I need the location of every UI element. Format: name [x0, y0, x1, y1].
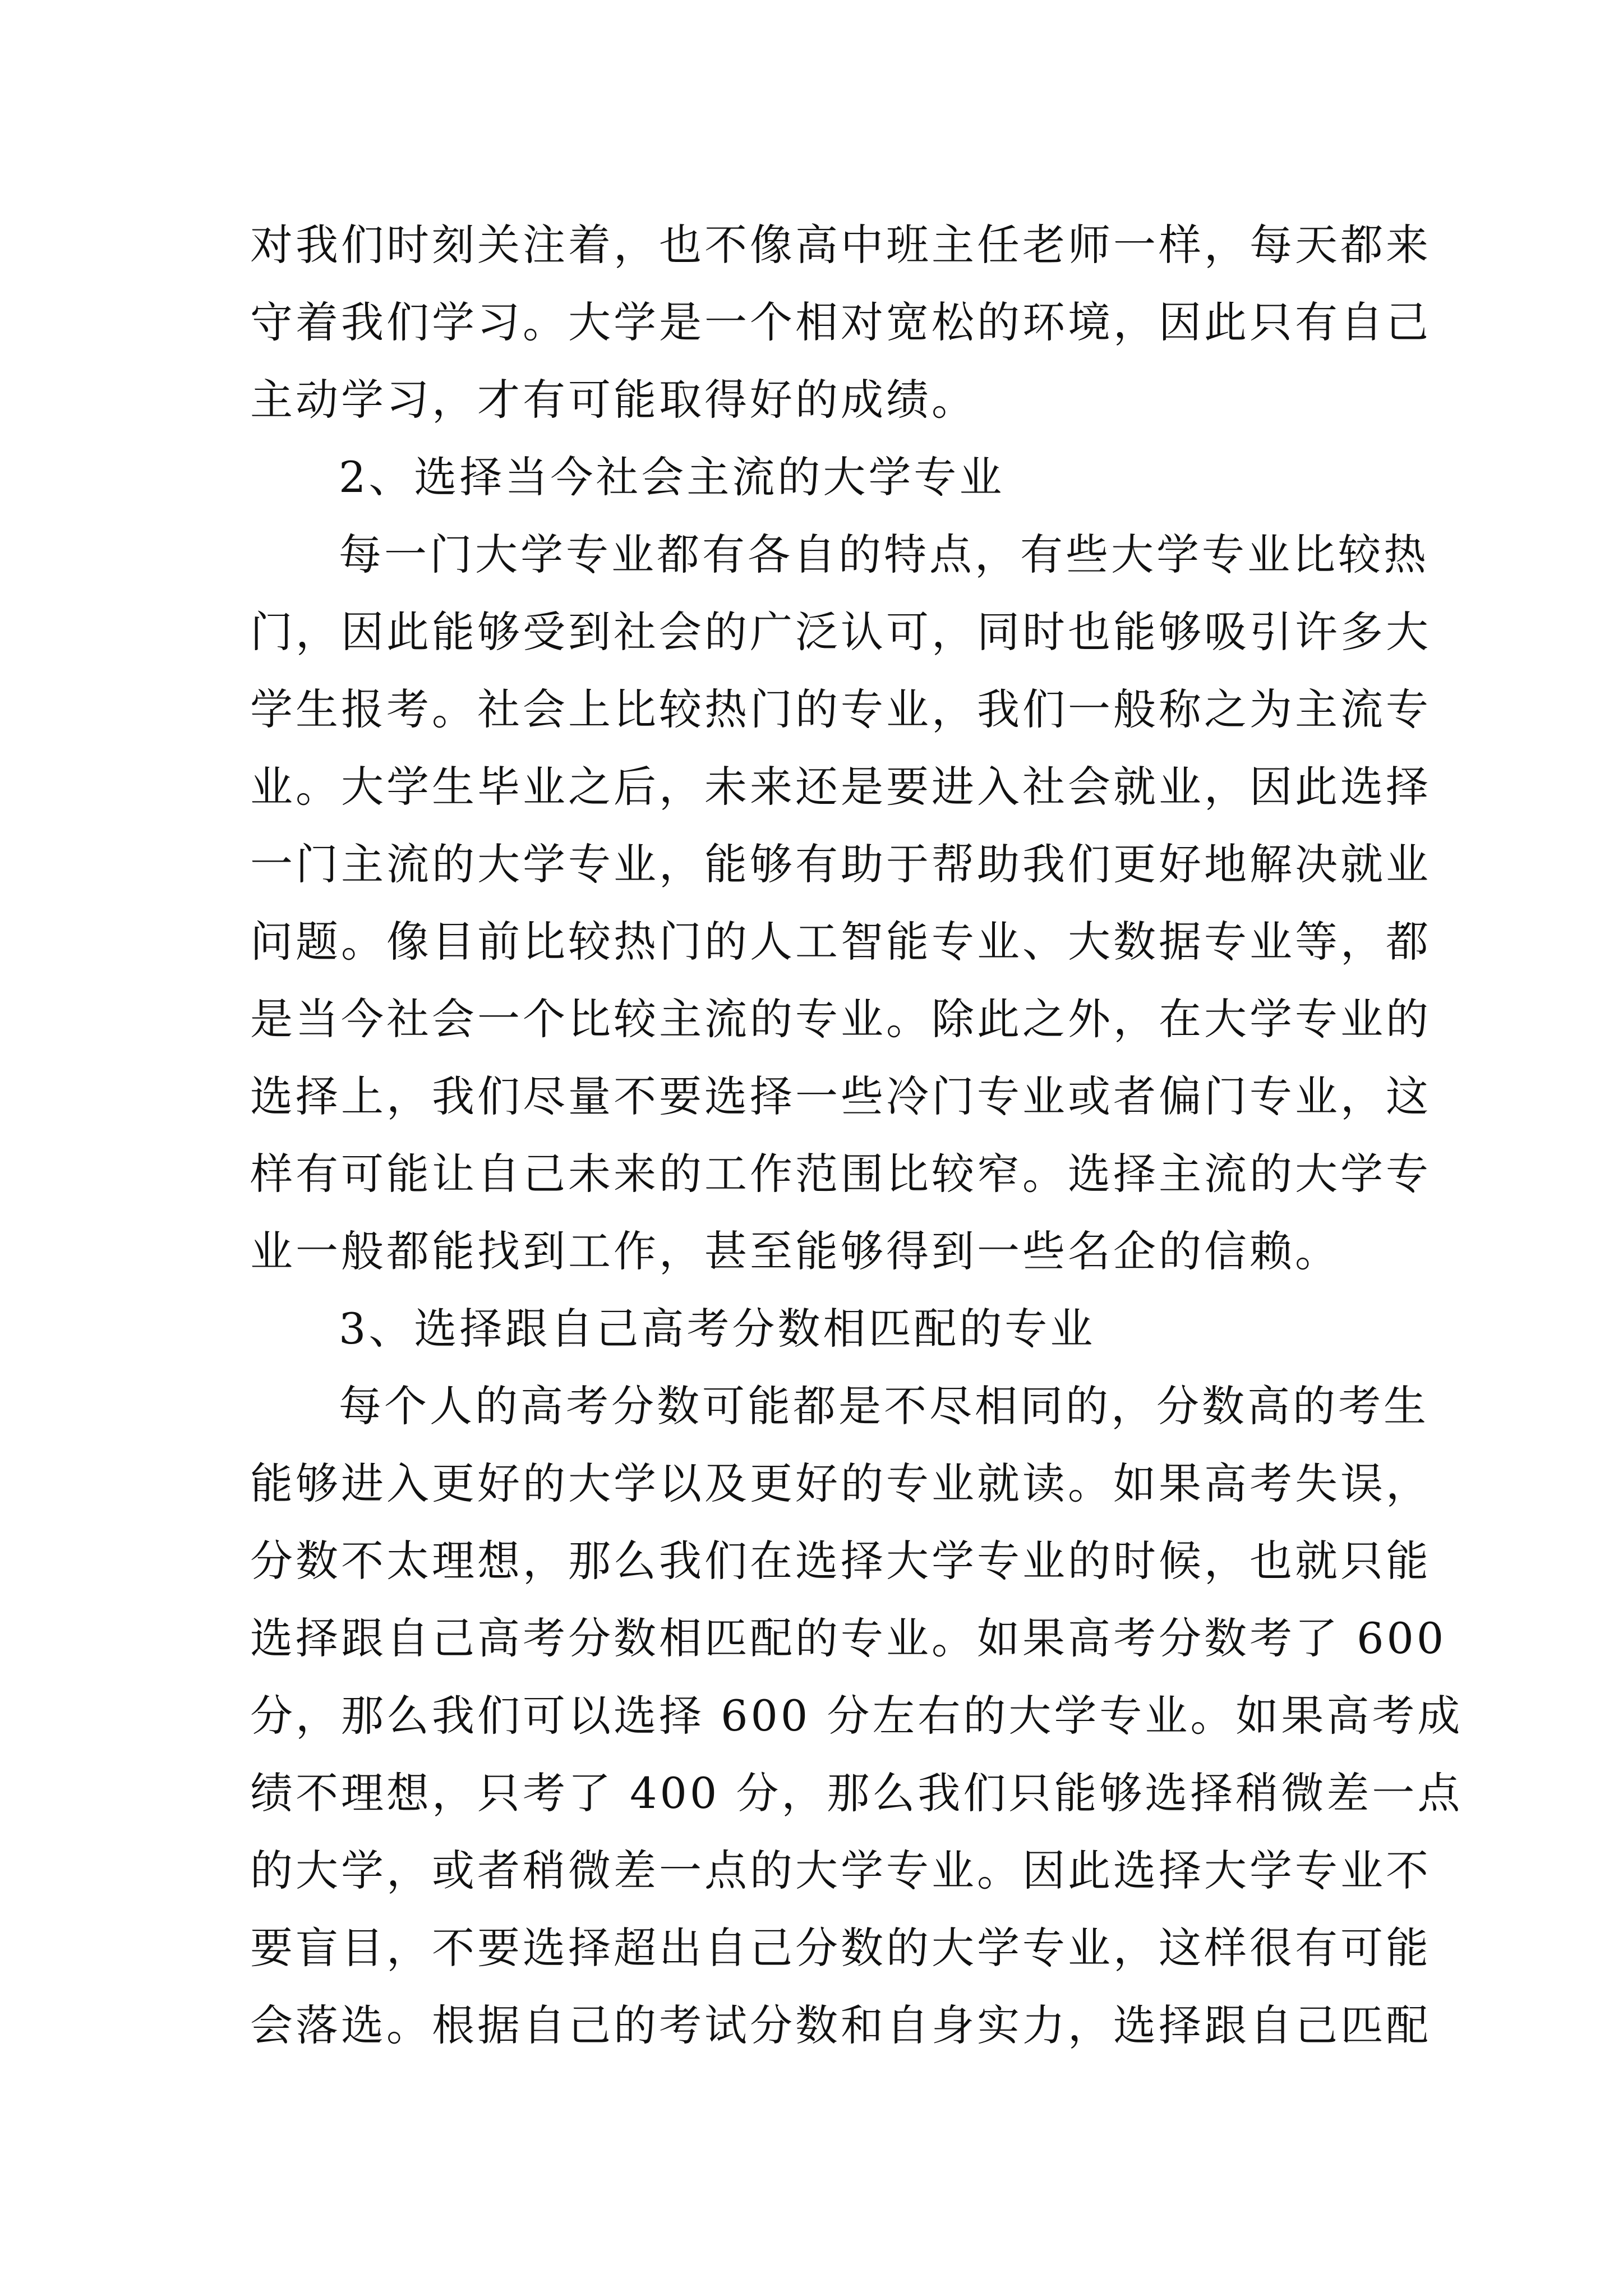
- paragraph-line: 会落选。根据自己的考试分数和自身实力，选择跟自己匹配: [250, 2000, 1431, 2050]
- paragraph-line: 学生报考。社会上比较热门的专业，我们一般称之为主流专: [250, 684, 1431, 734]
- section-heading: 2、选择当今社会主流的大学专业: [339, 452, 1005, 502]
- section-heading: 3、选择跟自己高考分数相匹配的专业: [339, 1304, 1096, 1354]
- paragraph-line: 业。大学生毕业之后，未来还是要进入社会就业，因此选择: [250, 762, 1431, 812]
- paragraph-line: 是当今社会一个比较主流的专业。除此之外，在大学专业的: [250, 994, 1431, 1044]
- paragraph-line: 每个人的高考分数可能都是不尽相同的，分数高的考生: [339, 1381, 1429, 1431]
- paragraph-line: 对我们时刻关注着，也不像高中班主任老师一样，每天都来: [250, 220, 1431, 270]
- paragraph-line: 问题。像目前比较热门的人工智能专业、大数据专业等，都: [250, 917, 1431, 967]
- paragraph-line: 的大学，或者稍微差一点的大学专业。因此选择大学专业不: [250, 1846, 1431, 1895]
- paragraph-line: 门，因此能够受到社会的广泛认可，同时也能够吸引许多大: [250, 607, 1431, 657]
- paragraph-line: 主动学习，才有可能取得好的成绩。: [250, 375, 977, 425]
- paragraph-line: 每一门大学专业都有各自的特点，有些大学专业比较热: [339, 530, 1429, 579]
- paragraph-line: 选择上，我们尽量不要选择一些冷门专业或者偏门专业，这: [250, 1071, 1431, 1121]
- paragraph-line: 一门主流的大学专业，能够有助于帮助我们更好地解决就业: [250, 839, 1431, 889]
- paragraph-line: 绩不理想，只考了 400 分，那么我们只能够选择稍微差一点: [250, 1768, 1463, 1818]
- paragraph-line: 业一般都能找到工作，甚至能够得到一些名企的信赖。: [250, 1226, 1340, 1276]
- paragraph-line: 要盲目，不要选择超出自己分数的大学专业，这样很有可能: [250, 1923, 1431, 1973]
- paragraph-line: 分，那么我们可以选择 600 分左右的大学专业。如果高考成: [250, 1691, 1463, 1741]
- paragraph-line: 分数不太理想，那么我们在选择大学专业的时候，也就只能: [250, 1536, 1431, 1586]
- paragraph-line: 守着我们学习。大学是一个相对宽松的环境，因此只有自己: [250, 297, 1431, 347]
- paragraph-line: 选择跟自己高考分数相匹配的专业。如果高考分数考了 600: [250, 1613, 1447, 1663]
- paragraph-line: 能够进入更好的大学以及更好的专业就读。如果高考失误，: [250, 1458, 1431, 1508]
- document-page: [250, 206, 1463, 2064]
- paragraph-line: 样有可能让自己未来的工作范围比较窄。选择主流的大学专: [250, 1149, 1431, 1199]
